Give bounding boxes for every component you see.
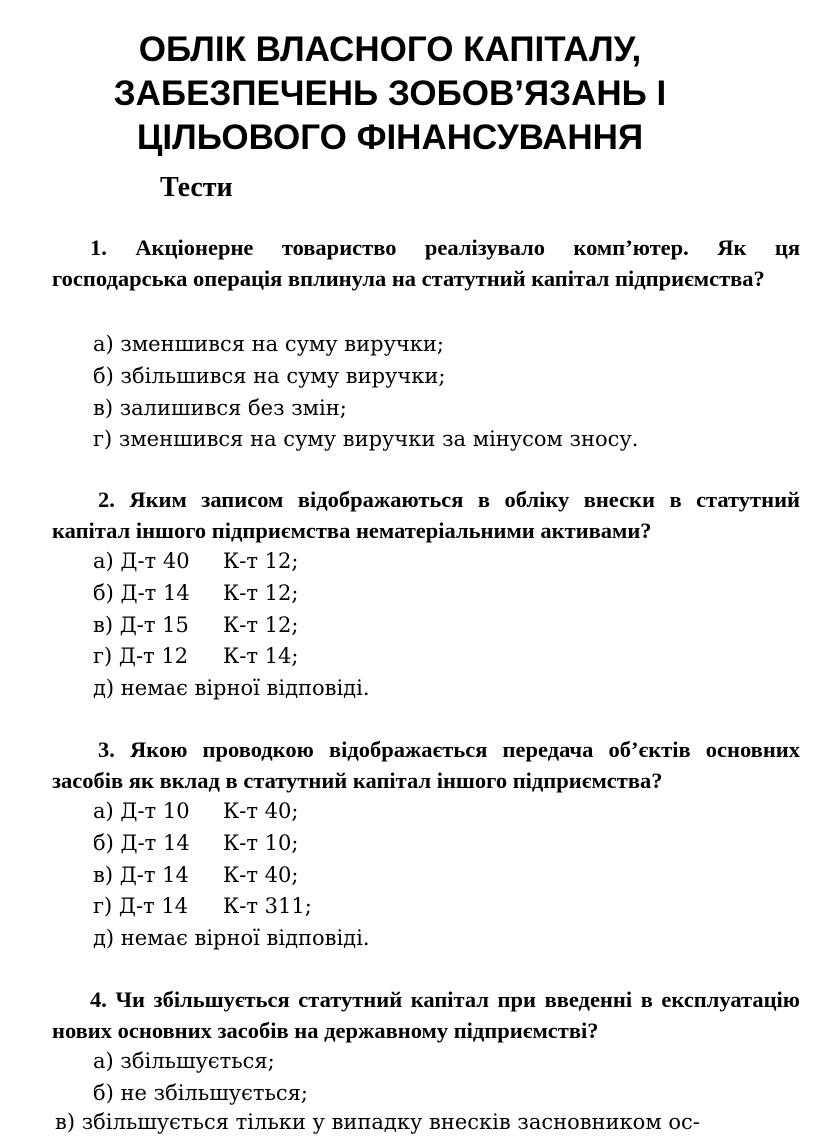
question-2-text: Яким записом відображаються в обліку внески в статутний капітал іншого підприємства нематеріальними активами?: [52, 487, 800, 543]
question-1-option-d: г) зменшився на суму виручки за мінусом зносу.: [93, 427, 639, 451]
question-2-option-c: [93, 610, 298, 641]
question-2-option-a: [93, 546, 298, 577]
question-4: [52, 984, 800, 1046]
title-line-3: ЦІЛЬОВОГО ФІНАНСУВАННЯ: [136, 118, 644, 157]
question-2-option-c-credit: К-т 12;: [223, 613, 299, 637]
question-3-option-c: [93, 860, 298, 891]
question-3-option-b-debit: б) Д-т 14: [93, 831, 190, 855]
question-4-number: 4.: [90, 987, 107, 1012]
question-3-option-a: [93, 796, 298, 827]
question-1-text: Акціонерне товариство реалізувало комп’ютер. Як ця господарська операція вплинула на статутний капітал підприємства?: [52, 235, 800, 291]
question-2-option-d: [93, 641, 298, 672]
question-1: [52, 232, 800, 294]
question-3-option-d-debit: г) Д-т 14: [93, 894, 189, 918]
question-2-option-c-debit: в) Д-т 15: [93, 613, 189, 637]
question-4-text: Чи збільшується статутний капітал при введенні в експлуатацію нових основних засобів на державному підприємстві?: [52, 987, 800, 1043]
question-3-option-c-debit: в) Д-т 14: [93, 863, 189, 887]
question-2-option-b-debit: б) Д-т 14: [93, 581, 190, 605]
section-heading: Тести: [160, 172, 233, 203]
title-line-2: ЗАБЕЗПЕЧЕНЬ ЗОБОВ’ЯЗАНЬ І: [113, 74, 667, 113]
question-2-option-b: [93, 578, 298, 609]
question-2-option-d-credit: К-т 14;: [223, 644, 299, 668]
question-2-option-d-debit: г) Д-т 12: [93, 644, 189, 668]
question-4-option-b: б) не збільшується;: [93, 1081, 308, 1105]
question-3-option-e: д) немає вірної відповіді.: [93, 926, 370, 950]
question-4-option-c: в) збільшується тільки у випадку внесків засновником ос-: [55, 1110, 700, 1134]
question-1-option-a: а) зменшився на суму виручки;: [93, 332, 445, 356]
question-3-option-a-debit: а) Д-т 10: [93, 799, 190, 823]
question-2-number: 2.: [98, 487, 115, 512]
question-3-option-b-credit: К-т 10;: [223, 831, 299, 855]
question-3-option-d-credit: К-т 311;: [223, 894, 312, 918]
question-3-number: 3.: [98, 737, 115, 762]
question-3-option-a-credit: К-т 40;: [223, 799, 299, 823]
question-3-option-c-credit: К-т 40;: [223, 863, 299, 887]
question-3-option-b: [93, 828, 298, 859]
question-1-number: 1.: [90, 235, 107, 260]
question-2-option-b-credit: К-т 12;: [223, 581, 299, 605]
question-2-option-a-debit: а) Д-т 40: [93, 549, 190, 573]
question-2-option-e: д) немає вірної відповіді.: [93, 676, 370, 700]
title-line-1: ОБЛІК ВЛАСНОГО КАПІТАЛУ,: [138, 30, 642, 69]
question-4-option-a: а) збільшується;: [93, 1049, 275, 1073]
question-3-text: Якою проводкою відображається передача об’єктів основних засобів як вклад в статутний капітал іншого підприємства?: [52, 737, 800, 793]
question-3-option-d: [93, 891, 312, 922]
question-2-option-a-credit: К-т 12;: [223, 549, 299, 573]
question-2: [52, 484, 800, 546]
question-1-option-c: в) залишився без змін;: [93, 396, 347, 420]
question-3: [52, 734, 800, 796]
question-1-option-b: б) збільшився на суму виручки;: [93, 364, 446, 388]
